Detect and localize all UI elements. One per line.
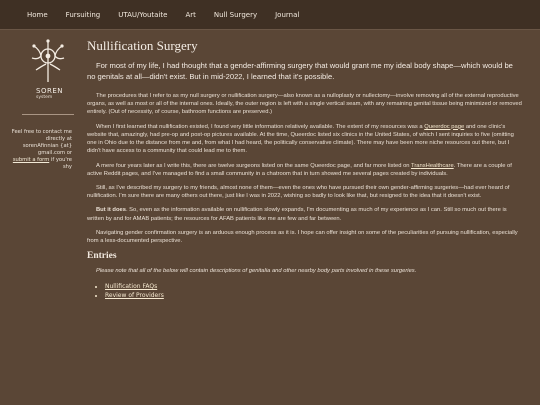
site-logo-icon[interactable] — [24, 36, 72, 88]
paragraph-5-text: . So, even as the information available on nullification slowly expands, I'm documenting as much of my experience as I can. Still so much out there is written by and for AMAB patients; the resources for AFAB patients like me are few and far between. — [87, 207, 507, 222]
paragraph-3-b: . There are a couple of active Reddit pages, and I've managed to find a small community in a chatroom that in turn showed me several pages created by individuals. — [87, 162, 512, 177]
nav-home[interactable]: Home — [27, 10, 48, 19]
contact-line-3: if you're shy — [50, 157, 72, 171]
entries-heading: Entries — [87, 251, 117, 262]
paragraph-2 — [87, 123, 523, 156]
paragraph-4: Still, as I've described my surgery to my friends, almost none of them—even the ones who have pursued their own gender-affirming surgeries—had ever heard of nullification. I'm sure there are many others out there, just like I was in 2022, wishing so badly to look like that, but resigned to the idea that it doesn't exist. — [87, 184, 510, 200]
submit-form-link[interactable]: submit a form — [12, 157, 50, 164]
contact-line-2: sorenAfinnian {at} gmail.com or — [22, 143, 72, 157]
entries-note: Please note that all of the below will contain descriptions of genitalia and other nearby body parts involved in these surgeries. — [96, 268, 417, 275]
lead-paragraph: For most of my life, I had thought that a gender-affirming surgery that would grant me my ideal body shape—which would be no genitals at all—didn't exist. But in mid-2022, I learned that it's possible. — [87, 61, 513, 81]
entry-link-providers[interactable]: Review of Providers — [105, 291, 164, 299]
contact-blurb — [4, 129, 72, 171]
paragraph-2-b: and one clinic's website that, amazingly, had pre-op and post-op pictures available. At the time, Queerdoc listed six clinics in the United States, of which I sent inquiries to five (omitting one in Ohio due to the distance from me and, from what I had heard, the politically conservative climate). There may have been more niche resources out there, but I didn't have access to a community that could lead me to them. — [87, 123, 514, 155]
entries-list — [87, 282, 523, 300]
entry-link-faqs[interactable]: Nullification FAQs — [105, 282, 158, 290]
paragraph-3 — [87, 162, 523, 178]
nav-art[interactable]: Art — [185, 10, 196, 19]
logo-text: SOREN — [36, 87, 63, 95]
contact-line-1: Feel free to contact me directly at — [11, 129, 72, 143]
paragraph-3-a: A mere four years later as I write this, there are twelve surgeons listed on the same Queerdoc page, and far more listed on — [96, 162, 410, 169]
paragraph-5-bold: But it does — [96, 207, 126, 214]
transhealthcare-link[interactable]: TransHealthcare — [411, 162, 454, 169]
nav-utau-youtaite[interactable]: UTAU/Youtaite — [118, 10, 168, 19]
logo-subtitle: system — [36, 95, 53, 100]
page-title: Nullification Surgery — [87, 38, 198, 53]
queerdoc-link[interactable]: Queerdoc page — [424, 123, 465, 130]
nav-fursuiting[interactable]: Fursuiting — [65, 10, 101, 19]
entry-item — [105, 291, 523, 300]
entry-item — [105, 282, 523, 291]
paragraph-5 — [87, 206, 523, 222]
sidebar-divider — [22, 114, 74, 115]
top-nav — [0, 0, 540, 30]
paragraph-6: Navigating gender confirmation surgery is an arduous enough process as it is. I hope can offer insight on some of the peculiarities of pursuing nullification, especially from a less-documented perspective. — [87, 229, 518, 245]
nav-null-surgery[interactable]: Null Surgery — [213, 10, 258, 19]
main-content — [87, 38, 523, 405]
paragraph-1: The procedures that I refer to as my null surgery or nullification surgery—also known as a nulloplasty or nullectomy—involve removing all of the external reproductive organs, as well as most or all of the internal ones. Ideally, the outer region is left with a single vertical seam, with any remaining genital tissue being minimized or removed entirely. (Out of necessity, of course, bathroom functions are preserved.) — [87, 93, 522, 116]
paragraph-2-a: When I first learned that nullification existed, I found very little information relatively available. The extent of my resources was a — [96, 123, 423, 130]
sidebar — [0, 30, 74, 405]
nav-journal[interactable]: Journal — [275, 10, 300, 19]
